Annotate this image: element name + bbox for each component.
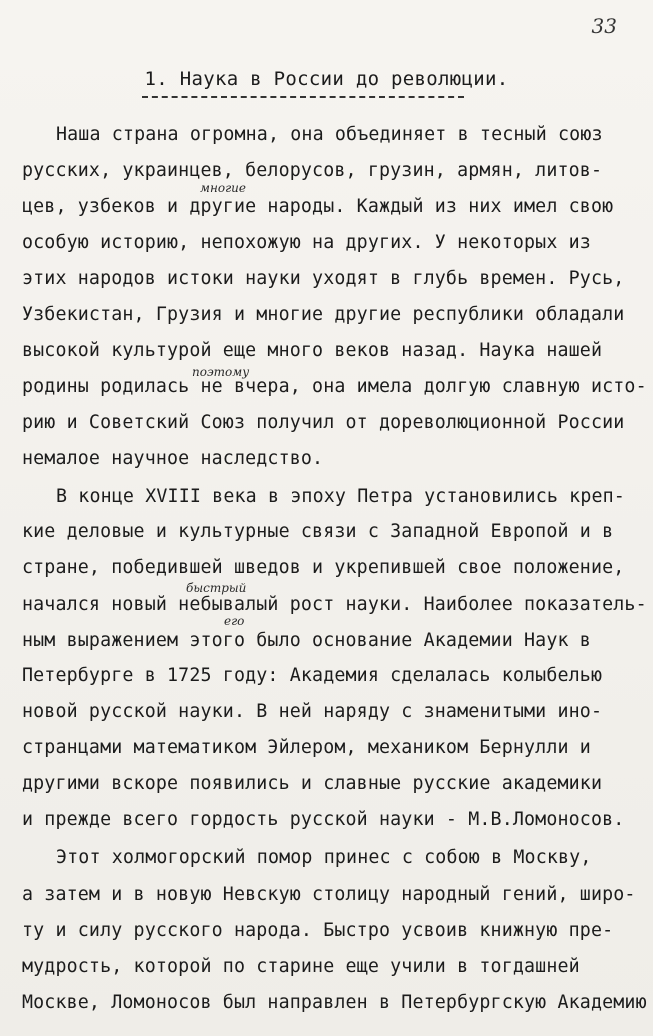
text-line: новой русской науки. В ней наряду с знаменитыми ино- bbox=[22, 701, 603, 722]
text-line: странцами математиком Эйлером, механиком Бернулли и bbox=[22, 737, 591, 758]
text-line: другими вскоре появились и славные русские академики bbox=[22, 773, 603, 794]
text-line: ту и силу русского народа. Быстро усвоив книжную пре- bbox=[22, 920, 614, 941]
text-line: ным выражением этого было основание Академии Наук в bbox=[22, 630, 591, 651]
text-line: Москве, Ломоносов был направлен в Петербургскую Академию bbox=[22, 992, 647, 1013]
text-line: Наша страна огромна, она объединяет в тесный союз bbox=[56, 124, 603, 145]
text-line: Петербурге в 1725 году: Академия сделалась колыбелью bbox=[22, 665, 603, 686]
text-line: начался новый небывалый рост науки. Наиболее показатель- bbox=[22, 594, 647, 615]
text-line: Узбекистан, Грузия и многие другие республики обладали bbox=[22, 304, 625, 325]
text-line: этих народов истоки науки уходят в глубь времен. Русь, bbox=[22, 268, 625, 289]
text-line: Этот холмогорский помор принес с собою в Москву, bbox=[56, 847, 592, 868]
text-line: особую историю, непохожую на других. У некоторых из bbox=[22, 232, 591, 253]
text-line: мудрость, которой по старине еще учили в тогдашней bbox=[22, 956, 580, 977]
handwritten-annotation: быстрый bbox=[186, 581, 247, 595]
handwritten-annotation: поэтому bbox=[192, 365, 250, 379]
text-line: русских, украинцев, белорусов, грузин, армян, литов- bbox=[22, 160, 603, 181]
text-line: а затем и в новую Невскую столицу народный гений, широ- bbox=[22, 884, 636, 905]
text-line: кие деловые и культурные связи с Западной Европой и в bbox=[22, 521, 614, 542]
handwritten-annotation: многие bbox=[200, 181, 246, 195]
page-number: 33 bbox=[591, 14, 617, 38]
text-line: стране, победившей шведов и укрепившей свое положение, bbox=[22, 557, 625, 578]
text-line: цев, узбеков и другие народы. Каждый из них имел свою bbox=[22, 196, 614, 217]
section-heading: 1. Наука в России до революции. bbox=[144, 68, 509, 90]
text-line: высокой культурой еще много веков назад. Наука нашей bbox=[22, 340, 603, 361]
handwritten-annotation: его bbox=[224, 614, 245, 628]
text-line: В конце XVIII века в эпоху Петра установились креп- bbox=[56, 486, 625, 507]
text-line: и прежде всего гордость русской науки - М.В.Ломоносов. bbox=[22, 809, 625, 830]
text-line: родины родилась не вчера, она имела долгую славную исто- bbox=[22, 376, 647, 397]
text-line: немалое научное наследство. bbox=[22, 448, 324, 469]
text-line: рию и Советский Союз получил от дореволюционной России bbox=[22, 412, 625, 433]
heading-underline bbox=[142, 96, 464, 98]
